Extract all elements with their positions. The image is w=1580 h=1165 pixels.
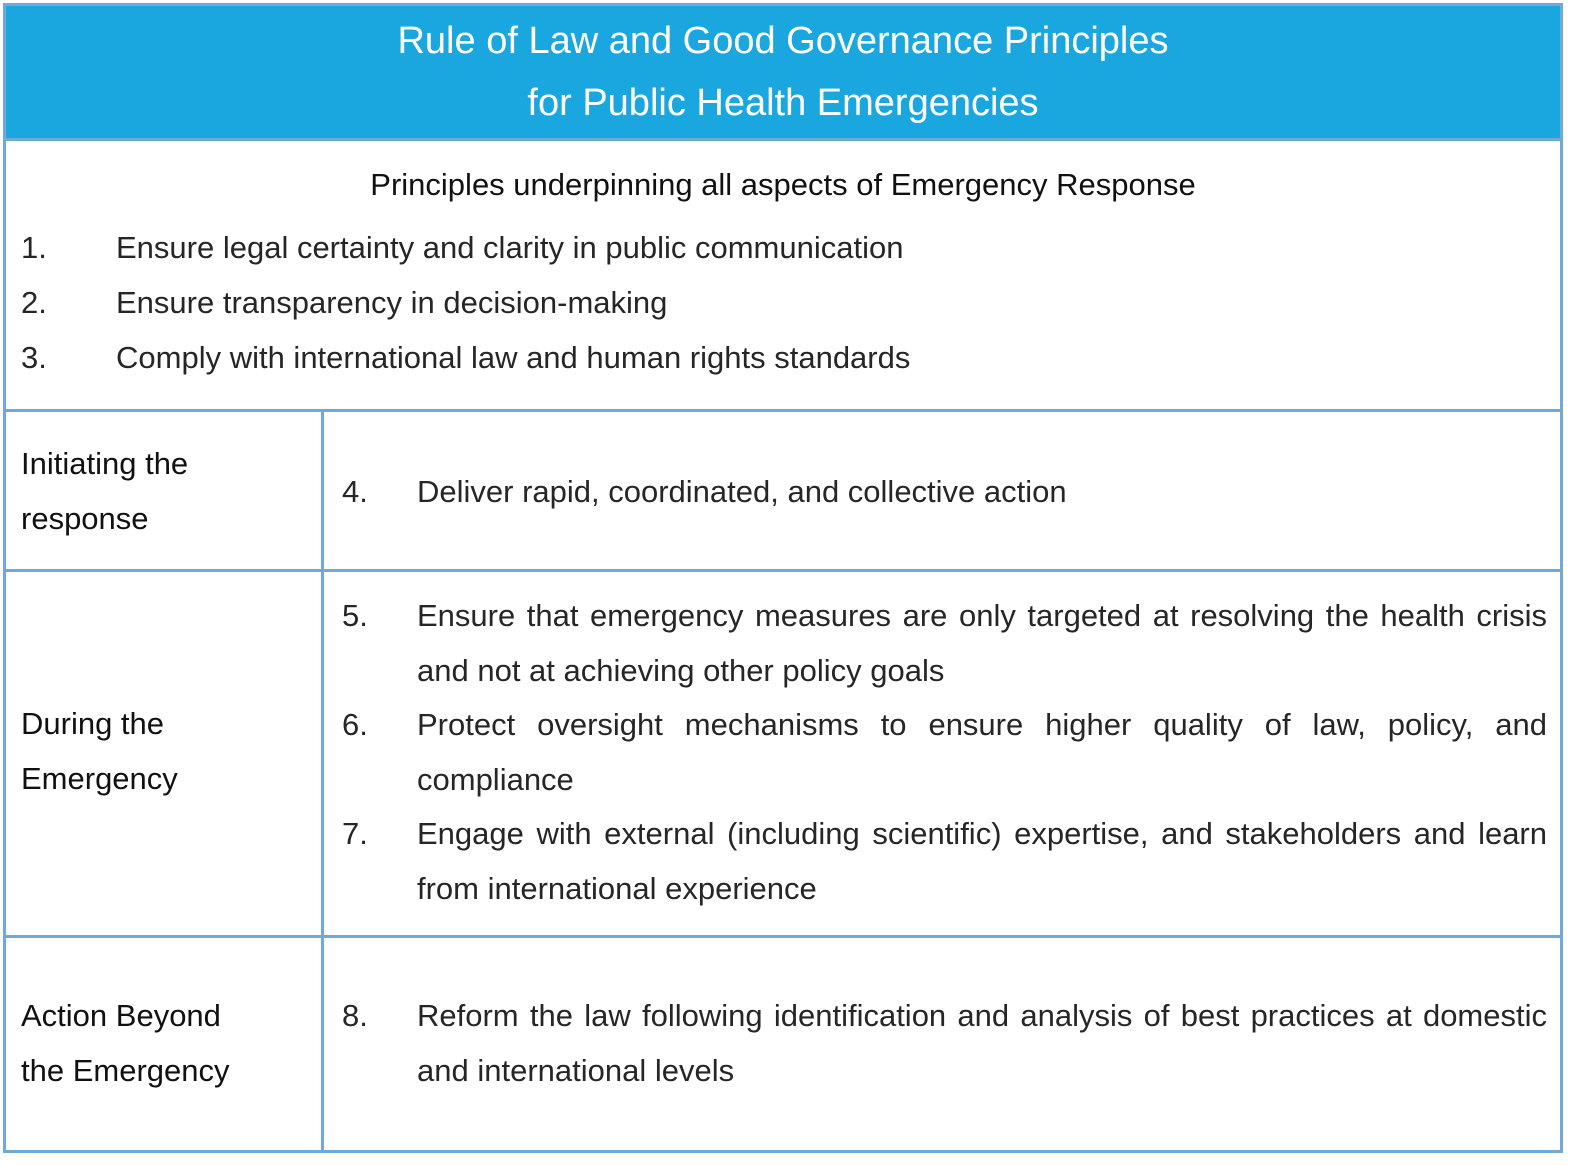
phase-label-line1: Initiating the (21, 446, 189, 481)
principles-table (3, 3, 1563, 1153)
principle-text: Engage with external (including scientific) expertise, and stakeholders and learn from international experience (417, 816, 1547, 906)
principle-text: Comply with international law and human rights standards (116, 340, 911, 375)
phase-label-cell (6, 572, 324, 935)
header-title-line1: Rule of Law and Good Governance Principles (397, 20, 1169, 62)
phase-row-initiating (6, 412, 1560, 572)
principle-number: 6. (342, 707, 368, 742)
general-principles-section (6, 141, 1560, 412)
phase-label-line2: response (21, 501, 149, 536)
phase-row-during (6, 572, 1560, 938)
phase-label-line1: During the (21, 706, 165, 741)
table-header (6, 6, 1560, 141)
general-principles-title: Principles underpinning all aspects of Emergency Response (370, 167, 1196, 202)
phase-label-line2: the Emergency (21, 1053, 230, 1088)
phase-row-beyond (6, 938, 1560, 1150)
principle-number: 4. (342, 474, 368, 509)
principle-number: 2. (21, 285, 47, 320)
principle-text: Protect oversight mechanisms to ensure higher quality of law, policy, and compliance (417, 707, 1547, 797)
phase-label-cell (6, 412, 324, 569)
phase-label-line1: Action Beyond (21, 998, 221, 1033)
principle-text: Ensure transparency in decision-making (116, 285, 668, 320)
principle-text: Ensure that emergency measures are only targeted at resolving the health crisis and not at achieving other policy goals (417, 598, 1547, 688)
phase-label-line2: Emergency (21, 761, 178, 796)
header-title-line2: for Public Health Emergencies (527, 82, 1039, 124)
principle-number: 5. (342, 598, 368, 633)
principle-number: 8. (342, 998, 368, 1033)
principle-text: Reform the law following identification and analysis of best practices at domestic and international levels (417, 998, 1547, 1088)
principle-number: 7. (342, 816, 368, 851)
phase-label-cell (6, 938, 324, 1150)
principle-number: 1. (21, 230, 47, 265)
principle-text: Ensure legal certainty and clarity in public communication (116, 230, 904, 265)
principle-text: Deliver rapid, coordinated, and collective action (417, 474, 1067, 509)
principle-number: 3. (21, 340, 47, 375)
